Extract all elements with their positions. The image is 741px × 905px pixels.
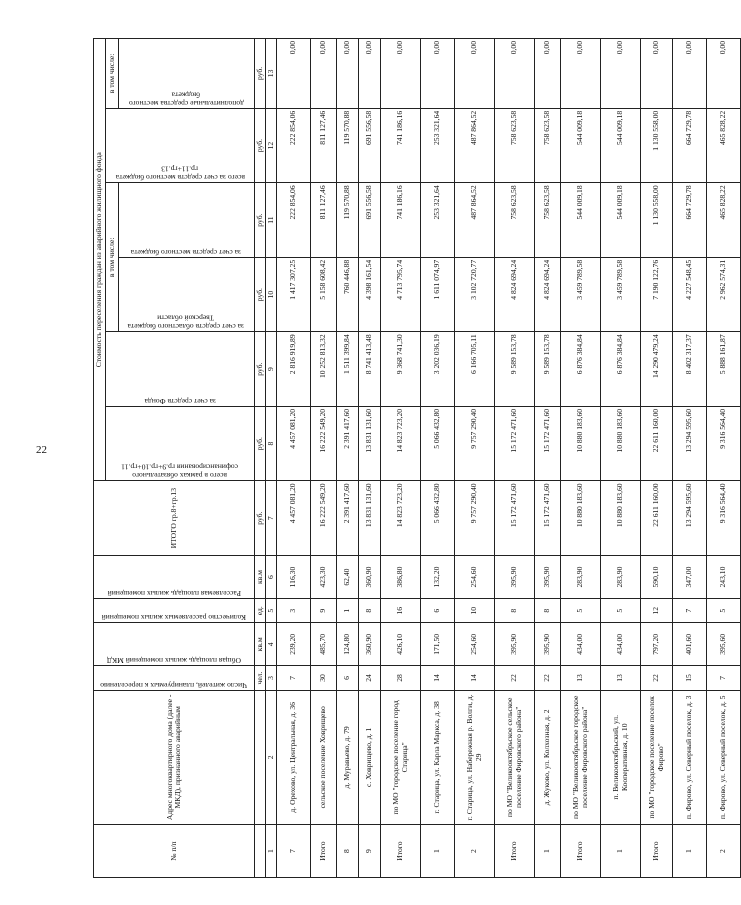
table-cell: 0,00 xyxy=(707,39,741,109)
rotated-table-wrapper xyxy=(93,38,728,878)
table-cell: 386,80 xyxy=(381,555,421,598)
header-cost-group: Стоимость переселения граждан из аварийного жилищного фонда xyxy=(94,39,106,481)
column-number-cell: 3 xyxy=(266,666,277,690)
table-cell: 10 880 183,60 xyxy=(601,481,641,556)
table-cell: 9 316 564,40 xyxy=(707,481,741,556)
table-cell: 664 729,78 xyxy=(673,183,707,258)
table-cell: 2 816 919,89 xyxy=(277,332,311,407)
table-cell: 1 xyxy=(673,825,707,878)
header-additional-local: дополнительные средства местного бюджета xyxy=(118,39,254,109)
table-cell: 10 880 183,60 xyxy=(561,406,601,481)
table-row xyxy=(495,39,535,878)
table-cell: 4 457 081,20 xyxy=(277,406,311,481)
header-resettled-area: Расселяемая площадь жилых помещений xyxy=(94,555,255,598)
table-cell: 797,20 xyxy=(641,623,673,666)
table-cell: 6 xyxy=(421,599,455,623)
table-cell: 544 009,18 xyxy=(561,108,601,183)
table-cell: 2 xyxy=(455,825,495,878)
table-cell: 9 xyxy=(311,599,337,623)
table-cell: 347,00 xyxy=(673,555,707,598)
table-cell: 16 222 549,20 xyxy=(311,481,337,556)
table-cell: 2 xyxy=(707,825,741,878)
table-body xyxy=(277,39,741,878)
table-cell: 1 611 074,97 xyxy=(421,257,455,332)
table-cell: 0,00 xyxy=(641,39,673,109)
column-number-cell: 4 xyxy=(266,623,277,666)
column-number-cell: 7 xyxy=(266,481,277,556)
table-cell: 10 880 183,60 xyxy=(561,481,601,556)
table-cell: 254,60 xyxy=(455,555,495,598)
table-cell: 3 459 789,58 xyxy=(601,257,641,332)
table-cell: 741 186,16 xyxy=(381,108,421,183)
unit-cell: руб. xyxy=(255,183,266,258)
address-cell: с. Ховрищево, д. 1 xyxy=(359,690,381,825)
table-cell: 7 xyxy=(277,825,311,878)
table-cell: 6 876 384,84 xyxy=(601,332,641,407)
unit-cell: руб. xyxy=(255,332,266,407)
table-cell: 10 252 813,32 xyxy=(311,332,337,407)
column-number-cell: 8 xyxy=(266,406,277,481)
table-cell: 487 864,52 xyxy=(455,108,495,183)
table-cell: 5 xyxy=(561,599,601,623)
header-local: за счет средств местного бюджета xyxy=(118,183,254,258)
table-cell: 0,00 xyxy=(277,39,311,109)
table-cell: 22 611 160,00 xyxy=(641,406,673,481)
page-number: 22 xyxy=(36,444,47,456)
column-number-cell: 6 xyxy=(266,555,277,598)
unit-cell: ед. xyxy=(255,599,266,623)
table-cell: 22 xyxy=(535,666,561,690)
header-regional: за счет средств областного бюджета Тверской области xyxy=(118,257,254,332)
table-cell: 395,90 xyxy=(535,623,561,666)
table-cell: 22 611 160,00 xyxy=(641,481,673,556)
table-cell: 16 222 549,20 xyxy=(311,406,337,481)
table-row xyxy=(455,39,495,878)
table-cell: Итого xyxy=(495,825,535,878)
table-cell: 13 294 595,60 xyxy=(673,406,707,481)
table-cell: 544 009,18 xyxy=(601,108,641,183)
table-row xyxy=(561,39,601,878)
header-rooms-count: Количество расселяемых жилых помещений xyxy=(94,599,255,623)
table-cell: 28 xyxy=(381,666,421,690)
address-cell: г. Старица, ул. Набережная р. Волги, д. 29 xyxy=(455,690,495,825)
column-number-cell: 12 xyxy=(266,108,277,183)
table-cell: 360,90 xyxy=(359,623,381,666)
table-cell: 0,00 xyxy=(495,39,535,109)
column-number-cell: 13 xyxy=(266,39,277,109)
table-cell: 3 102 720,77 xyxy=(455,257,495,332)
table-row xyxy=(359,39,381,878)
table-cell: 222 854,06 xyxy=(277,183,311,258)
table-cell: 0,00 xyxy=(561,39,601,109)
table-cell: 9 589 153,78 xyxy=(535,332,561,407)
table-cell: 8 xyxy=(495,599,535,623)
table-row xyxy=(381,39,421,878)
table-cell: 5 066 432,80 xyxy=(421,406,455,481)
table-row xyxy=(337,39,359,878)
table-cell: 254,60 xyxy=(455,623,495,666)
table-cell: 590,10 xyxy=(641,555,673,598)
table-cell: 243,10 xyxy=(707,555,741,598)
column-number-cell: 10 xyxy=(266,257,277,332)
table-cell: 132,20 xyxy=(421,555,455,598)
table-cell: 13 xyxy=(561,666,601,690)
header-address: Адрес многоквартирного дома (далее - МКД), признанного аварийным xyxy=(94,690,255,825)
unit-cell: руб. xyxy=(255,39,266,109)
table-cell: 124,80 xyxy=(337,623,359,666)
unit-cell: кв.м xyxy=(255,623,266,666)
table-cell: Итого xyxy=(561,825,601,878)
table-cell: 239,20 xyxy=(277,623,311,666)
table-cell: 15 172 471,60 xyxy=(535,406,561,481)
table-cell: 760 446,88 xyxy=(337,257,359,332)
column-number-row xyxy=(266,39,277,878)
address-cell: по МО "Великооктябрьское городское поселение Фировского района" xyxy=(561,690,601,825)
table-cell: 1 511 399,84 xyxy=(337,332,359,407)
table-cell: 9 316 564,40 xyxy=(707,406,741,481)
header-total: ИТОГО гр.8+гр.13 xyxy=(94,481,255,556)
address-cell: по МО "Великооктябрьское сельское поселение Фировского района" xyxy=(495,690,535,825)
column-number-cell: 11 xyxy=(266,183,277,258)
column-number-cell: 5 xyxy=(266,599,277,623)
table-cell: 7 190 122,76 xyxy=(641,257,673,332)
table-cell: 465 828,22 xyxy=(707,183,741,258)
table-cell: 758 623,58 xyxy=(535,108,561,183)
table-row xyxy=(601,39,641,878)
table-row xyxy=(311,39,337,878)
unit-cell: руб. xyxy=(255,257,266,332)
table-cell: 758 623,58 xyxy=(495,183,535,258)
column-number-cell: 2 xyxy=(266,690,277,825)
table-cell: 6 166 705,11 xyxy=(455,332,495,407)
resettlement-cost-table xyxy=(93,38,741,878)
table-row xyxy=(535,39,561,878)
table-cell: 12 xyxy=(641,599,673,623)
table-cell: 758 623,58 xyxy=(535,183,561,258)
table-cell: 1 417 307,25 xyxy=(277,257,311,332)
table-cell: 253 321,64 xyxy=(421,183,455,258)
table-cell: 4 824 694,24 xyxy=(495,257,535,332)
table-cell: 395,90 xyxy=(495,555,535,598)
table-cell: 811 127,46 xyxy=(311,183,337,258)
address-cell: г. Старица, ул. Карла Маркса, д. 38 xyxy=(421,690,455,825)
table-cell: 691 556,58 xyxy=(359,183,381,258)
address-cell: д. Жуково, ул. Колхозная, д. 2 xyxy=(535,690,561,825)
table-cell: 0,00 xyxy=(455,39,495,109)
header-number: № п/п xyxy=(94,825,255,878)
table-cell: 664 729,78 xyxy=(673,108,707,183)
table-cell: 16 xyxy=(381,599,421,623)
table-cell: 171,50 xyxy=(421,623,455,666)
table-cell: 119 570,88 xyxy=(337,183,359,258)
unit-cell: кв.м xyxy=(255,555,266,598)
table-cell: 6 xyxy=(337,666,359,690)
table-cell: Итого xyxy=(641,825,673,878)
table-cell: 10 880 183,60 xyxy=(601,406,641,481)
table-cell: 0,00 xyxy=(535,39,561,109)
table-cell: 0,00 xyxy=(359,39,381,109)
table-row xyxy=(421,39,455,878)
table-row xyxy=(707,39,741,878)
header-total-area: Общая площадь жилых помещений МКД xyxy=(94,623,255,666)
table-cell: 4 398 161,54 xyxy=(359,257,381,332)
unit-cell: руб. xyxy=(255,406,266,481)
header-residents: Число жителей, планируемых к переселению xyxy=(94,666,255,690)
table-cell: 360,90 xyxy=(359,555,381,598)
table-cell: 1 130 558,00 xyxy=(641,183,673,258)
table-cell: 116,30 xyxy=(277,555,311,598)
table-cell: 2 391 417,60 xyxy=(337,406,359,481)
table-cell: 1 130 558,00 xyxy=(641,108,673,183)
table-cell: 10 xyxy=(455,599,495,623)
table-cell: 544 009,18 xyxy=(601,183,641,258)
header-cofinancing: всего в рамках обязательного софинансирования гр.9+гр.10+гр.11 xyxy=(106,406,255,481)
table-cell: Итого xyxy=(311,825,337,878)
table-row xyxy=(641,39,673,878)
address-cell: сельское поселение Ховрищево xyxy=(311,690,337,825)
table-cell: 5 066 432,80 xyxy=(421,481,455,556)
table-cell: 8 xyxy=(337,825,359,878)
table-cell: 222 854,06 xyxy=(277,108,311,183)
table-cell: 0,00 xyxy=(421,39,455,109)
table-cell: 5 158 608,42 xyxy=(311,257,337,332)
table-cell: 13 831 131,60 xyxy=(359,481,381,556)
table-cell: 395,90 xyxy=(535,555,561,598)
table-cell: 5 888 161,87 xyxy=(707,332,741,407)
table-cell: 3 459 789,58 xyxy=(561,257,601,332)
unit-cell xyxy=(255,690,266,825)
table-cell: 0,00 xyxy=(673,39,707,109)
units-row xyxy=(255,39,266,878)
column-number-cell: 9 xyxy=(266,332,277,407)
table-cell: 811 127,46 xyxy=(311,108,337,183)
table-cell: 8 xyxy=(359,599,381,623)
table-cell: 485,70 xyxy=(311,623,337,666)
unit-cell: руб. xyxy=(255,481,266,556)
table-cell: 741 186,16 xyxy=(381,183,421,258)
table-cell: 434,00 xyxy=(561,623,601,666)
table-cell: 15 xyxy=(673,666,707,690)
table-cell: 3 202 036,19 xyxy=(421,332,455,407)
table-cell: 544 009,18 xyxy=(561,183,601,258)
table-cell: 30 xyxy=(311,666,337,690)
table-cell: 9 757 290,40 xyxy=(455,481,495,556)
table-cell: 119 570,88 xyxy=(337,108,359,183)
table-cell: 8 741 413,48 xyxy=(359,332,381,407)
table-cell: 7 xyxy=(277,666,311,690)
table-cell: 24 xyxy=(359,666,381,690)
table-cell: 7 xyxy=(707,666,741,690)
table-cell: 3 xyxy=(277,599,311,623)
table-cell: 8 402 317,37 xyxy=(673,332,707,407)
table-cell: 14 290 479,24 xyxy=(641,332,673,407)
table-cell: 253 321,64 xyxy=(421,108,455,183)
table-cell: 2 962 574,31 xyxy=(707,257,741,332)
table-cell: 4 227 548,45 xyxy=(673,257,707,332)
address-cell: п. Фирово, ул. Северный поселок, д. 5 xyxy=(707,690,741,825)
table-cell: 7 xyxy=(673,599,707,623)
header-including-2: в том числе: xyxy=(106,39,119,109)
table-cell: 4 457 081,20 xyxy=(277,481,311,556)
table-cell: 15 172 471,60 xyxy=(535,481,561,556)
table-cell: 9 368 741,30 xyxy=(381,332,421,407)
table-row xyxy=(673,39,707,878)
table-cell: 0,00 xyxy=(337,39,359,109)
table-cell: 15 172 471,60 xyxy=(495,481,535,556)
table-cell: 283,90 xyxy=(561,555,601,598)
table-cell: 22 xyxy=(495,666,535,690)
unit-cell xyxy=(255,825,266,878)
table-cell: 2 391 417,60 xyxy=(337,481,359,556)
table-cell: 9 589 153,78 xyxy=(495,332,535,407)
table-cell: 14 823 723,20 xyxy=(381,406,421,481)
table-cell: 15 172 471,60 xyxy=(495,406,535,481)
table-cell: 465 828,22 xyxy=(707,108,741,183)
address-cell: п. Фирово, ул. Северный поселок, д. 3 xyxy=(673,690,707,825)
table-cell: 283,90 xyxy=(601,555,641,598)
header-fund: за счет средств Фонда xyxy=(106,332,255,407)
table-cell: 5 xyxy=(601,599,641,623)
table-cell: 395,90 xyxy=(495,623,535,666)
table-cell: 13 831 131,60 xyxy=(359,406,381,481)
unit-cell: чел. xyxy=(255,666,266,690)
header-including-1: в том числе: xyxy=(106,183,119,332)
address-cell: по МО "городское поселение город Старица" xyxy=(381,690,421,825)
table-cell: 14 xyxy=(421,666,455,690)
table-cell: 1 xyxy=(601,825,641,878)
table-cell: 6 876 384,84 xyxy=(561,332,601,407)
table-cell: 758 623,58 xyxy=(495,108,535,183)
column-number-cell: 1 xyxy=(266,825,277,878)
table-cell: 434,00 xyxy=(601,623,641,666)
table-cell: 0,00 xyxy=(601,39,641,109)
table-cell: 395,60 xyxy=(707,623,741,666)
address-cell: д. Орехово, ул. Центральная, д. 36 xyxy=(277,690,311,825)
table-cell: 5 xyxy=(707,599,741,623)
table-cell: 4 713 795,74 xyxy=(381,257,421,332)
address-cell: п. Великооктябрьский, ул. Кооперативная, д. 10 xyxy=(601,690,641,825)
table-cell: 426,10 xyxy=(381,623,421,666)
unit-cell: руб. xyxy=(255,108,266,183)
table-cell: 1 xyxy=(535,825,561,878)
address-cell: по МО "городское поселение поселок Фирово" xyxy=(641,690,673,825)
table-cell: 401,60 xyxy=(673,623,707,666)
table-cell: 8 xyxy=(535,599,561,623)
table-cell: 423,30 xyxy=(311,555,337,598)
table-cell: 691 556,58 xyxy=(359,108,381,183)
table-cell: 1 xyxy=(337,599,359,623)
table-cell: Итого xyxy=(381,825,421,878)
table-cell: 0,00 xyxy=(311,39,337,109)
table-cell: 487 864,52 xyxy=(455,183,495,258)
table-row xyxy=(277,39,311,878)
table-cell: 13 294 595,60 xyxy=(673,481,707,556)
table-cell: 14 823 723,20 xyxy=(381,481,421,556)
table-cell: 9 xyxy=(359,825,381,878)
table-cell: 22 xyxy=(641,666,673,690)
address-cell: д. Муравьево, д. 79 xyxy=(337,690,359,825)
table-cell: 62,40 xyxy=(337,555,359,598)
table-cell: 13 xyxy=(601,666,641,690)
table-cell: 14 xyxy=(455,666,495,690)
table-cell: 9 757 290,40 xyxy=(455,406,495,481)
table-cell: 0,00 xyxy=(381,39,421,109)
table-cell: 1 xyxy=(421,825,455,878)
table-cell: 4 824 694,24 xyxy=(535,257,561,332)
header-local-total: всего за счет средств местного бюджета гр.11+гр.13 xyxy=(106,108,255,183)
